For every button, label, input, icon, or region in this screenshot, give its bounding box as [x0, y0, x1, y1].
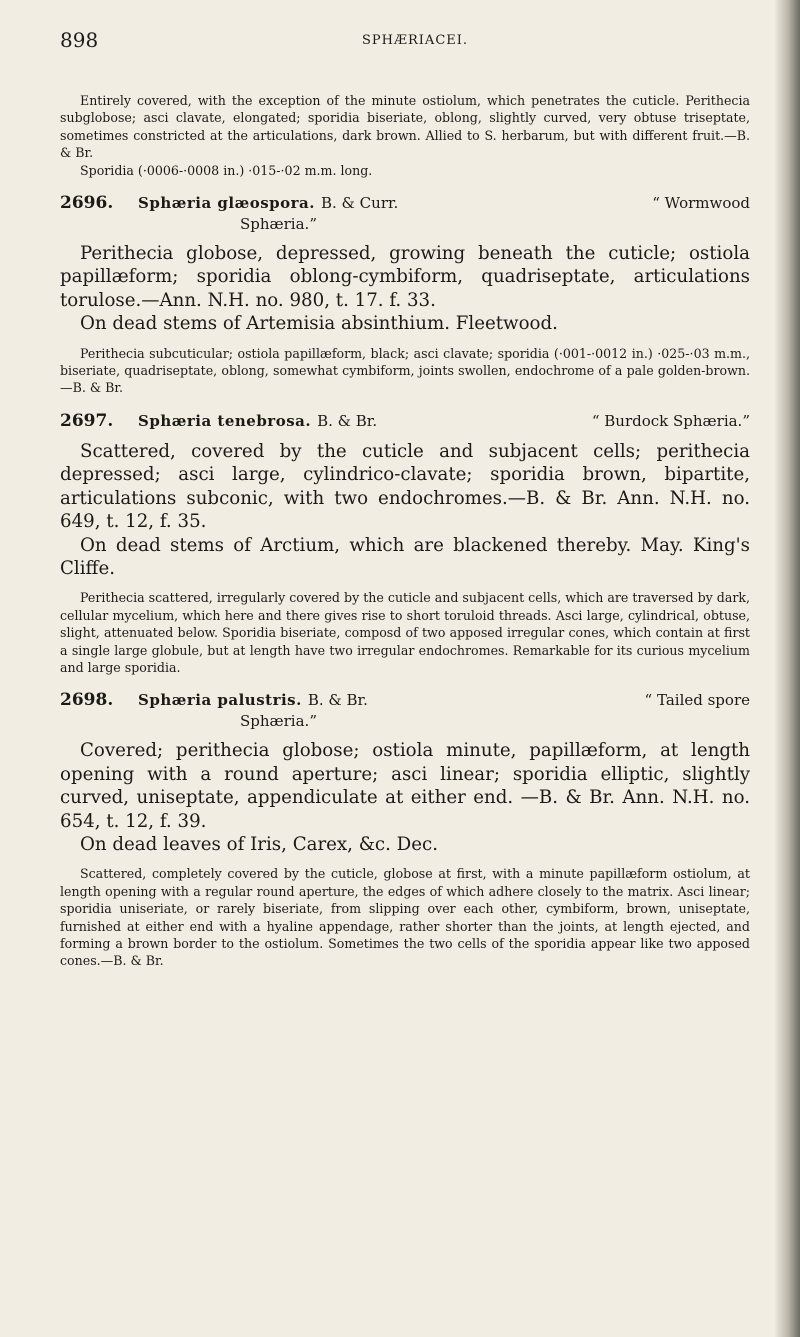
- common-name: “ Burdock Sphæria.”: [591, 411, 750, 430]
- species-habitat: On dead stems of Artemisia absinthium. Fleetwood.: [80, 313, 558, 335]
- species-entry: [60, 411, 750, 676]
- intro-measure: Sporidia (·0006-·0008 in.) ·015-·02 m.m. long.: [80, 162, 373, 178]
- species-description: Scattered, covered by the cuticle and subjacent cells; perithecia depressed; asci large, cylindrico-clavate; sporidia brown, bipartite, articulations subconic, with two endochromes.—B. & Br. Ann. N.H. no. 649, t. 12, f. 35.: [60, 440, 750, 533]
- common-name: “ Tailed spore: [644, 691, 750, 710]
- page-edge-shadow: [774, 0, 800, 1337]
- entry-heading: [60, 411, 750, 431]
- species-name: Sphæria tenebrosa.: [138, 411, 312, 430]
- entry-number: 2698.: [60, 690, 114, 711]
- entry-heading: [60, 193, 750, 213]
- species-entry: [60, 193, 750, 397]
- entry-heading: [60, 690, 750, 710]
- species-description: Perithecia globose, depressed, growing beneath the cuticle; ostiola papillæform; sporidia oblong-cymbiform, quadriseptate, articulations torulose.—Ann. N.H. no. 980, t. 17. f. 33.: [60, 243, 750, 311]
- species-notes: Scattered, completely covered by the cuticle, globose at first, with a minute papillæform ostiolum, at length opening with a regular round aperture, the edges of which adhere closely to the matrix. Asci linear; sporidia uniseriate, or rarely biseriate, from slipping over each other, cymbiform, brown, uniseptate, furnished at either end with a hyaline appendage, rather shorter than the joints, at length ejected, and forming a brown border to the ostiolum. Sometimes the two cells of the sporidia appear like two apposed cones.—B. & Br.: [60, 866, 750, 969]
- common-name-continued: Sphæria.”: [240, 712, 317, 731]
- species-habitat: On dead leaves of Iris, Carex, &c. Dec.: [80, 833, 438, 855]
- entry-number: 2696.: [60, 193, 114, 214]
- entry-number: 2697.: [60, 410, 114, 431]
- common-name: “ Wormwood: [652, 194, 750, 213]
- common-name-continued: Sphæria.”: [240, 215, 317, 234]
- page-content: [60, 92, 750, 970]
- species-name: Sphæria palustris.: [138, 691, 302, 710]
- intro-paragraph: Entirely covered, with the exception of the minute ostiolum, which penetrates the cuticle. Perithecia subglobose; asci clavate, elongated; sporidia biseriate, oblong, slightly curved, very obtuse triseptate, sometimes constricted at the articulations, dark brown. Allied to S. herbarum, but with different fruit.—B. & Br.: [60, 93, 750, 161]
- species-notes: Perithecia subcuticular; ostiola papillæform, black; asci clavate; sporidia (·001-·0012 in.) ·025-·03 m.m., biseriate, quadriseptate, oblong, somewhat cymbiform, joints swollen, endochrome of a pale golden-brown.—B. & Br.: [60, 345, 750, 396]
- species-entry: [60, 690, 750, 969]
- running-header: SPHÆRIACEI.: [362, 33, 469, 48]
- page-number: 898: [60, 28, 99, 52]
- species-authority: B. & Br.: [307, 691, 368, 710]
- species-authority: B. & Br.: [317, 411, 378, 430]
- species-authority: B. & Curr.: [321, 194, 399, 213]
- species-description: Covered; perithecia globose; ostiola minute, papillæform, at length opening with a round aperture; asci linear; sporidia elliptic, slightly curved, uniseptate, appendiculate at either end. —B. & Br. Ann. N.H. no. 654, t. 12, f. 39.: [60, 740, 750, 832]
- species-name: Sphæria glæospora.: [138, 194, 315, 213]
- species-habitat: On dead stems of Arctium, which are blackened thereby. May. King's Cliffe.: [60, 534, 750, 579]
- species-notes: Perithecia scattered, irregularly covered by the cuticle and subjacent cells, which are traversed by dark, cellular mycelium, which here and there gives rise to short toruloid threads. Asci large, cylindrical, obtuse, slight, attenuated below. Sporidia biseriate, composd of two apposed irregular cones, which contain at first a single large globule, but at length have two irregular endochromes. Remarkable for its curious mycelium and large sporidia.: [60, 590, 750, 675]
